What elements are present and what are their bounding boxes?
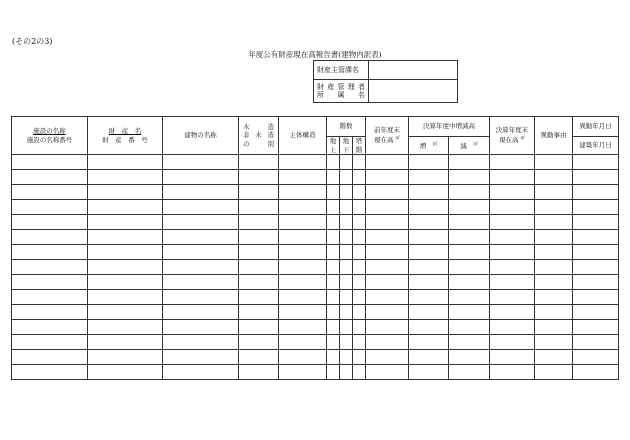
unit-m2: ㎡ — [473, 141, 478, 147]
table-row — [12, 155, 619, 170]
col-facility — [12, 117, 88, 155]
table-cell[interactable] — [535, 335, 573, 350]
table-row — [12, 335, 619, 350]
table-cell[interactable] — [366, 200, 409, 215]
table-cell[interactable] — [12, 335, 88, 350]
table-cell[interactable] — [573, 335, 619, 350]
manager-label-line1: 財産管理者 — [317, 82, 365, 91]
table-cell[interactable] — [340, 230, 353, 245]
table-cell[interactable] — [163, 305, 239, 320]
table-cell[interactable] — [353, 260, 366, 275]
table-cell[interactable] — [353, 350, 366, 365]
table-cell[interactable] — [535, 290, 573, 305]
table-cell[interactable] — [88, 185, 163, 200]
col-wood-type — [239, 117, 279, 155]
table-cell[interactable] — [327, 275, 340, 290]
table-cell[interactable] — [353, 290, 366, 305]
table-cell[interactable] — [327, 290, 340, 305]
col-facility-name: 施設の名称 — [33, 127, 66, 135]
table-cell[interactable] — [279, 305, 327, 320]
table-cell[interactable] — [573, 320, 619, 335]
table-cell[interactable] — [490, 215, 535, 230]
table-cell[interactable] — [239, 200, 279, 215]
table-cell[interactable] — [12, 305, 88, 320]
table-cell[interactable] — [573, 170, 619, 185]
table-cell[interactable] — [409, 200, 449, 215]
table-cell[interactable] — [279, 275, 327, 290]
col-property — [88, 117, 163, 155]
table-cell[interactable] — [366, 185, 409, 200]
table-cell[interactable] — [353, 275, 366, 290]
table-cell[interactable] — [88, 320, 163, 335]
table-cell[interactable] — [449, 260, 490, 275]
table-cell[interactable] — [88, 305, 163, 320]
table-cell[interactable] — [409, 305, 449, 320]
table-cell[interactable] — [12, 365, 88, 380]
table-cell[interactable] — [353, 335, 366, 350]
table-cell[interactable] — [88, 335, 163, 350]
table-cell[interactable] — [535, 260, 573, 275]
table-cell[interactable] — [340, 170, 353, 185]
table-cell[interactable] — [163, 350, 239, 365]
col-decrease: 減 ㎡ — [449, 137, 490, 155]
table-cell[interactable] — [88, 260, 163, 275]
col-move-date: 異動年月日 — [573, 117, 619, 137]
table-cell[interactable] — [163, 215, 239, 230]
unit-m2: ㎡ — [395, 135, 401, 141]
table-cell[interactable] — [163, 200, 239, 215]
table-cell[interactable] — [573, 305, 619, 320]
table-cell[interactable] — [353, 170, 366, 185]
table-cell[interactable] — [340, 275, 353, 290]
table-cell[interactable] — [573, 200, 619, 215]
table-cell[interactable] — [409, 290, 449, 305]
table-cell[interactable] — [535, 230, 573, 245]
table-cell[interactable] — [163, 155, 239, 170]
table-cell[interactable] — [573, 350, 619, 365]
table-cell[interactable] — [409, 215, 449, 230]
table-cell[interactable] — [449, 365, 490, 380]
table-cell[interactable] — [449, 230, 490, 245]
table-row — [12, 200, 619, 215]
table-cell[interactable] — [12, 275, 88, 290]
table-cell[interactable] — [12, 245, 88, 260]
table-cell[interactable] — [366, 230, 409, 245]
table-cell[interactable] — [490, 275, 535, 290]
table-cell[interactable] — [88, 245, 163, 260]
table-cell[interactable] — [409, 245, 449, 260]
col-build-date: 建築年月日 — [573, 137, 619, 155]
table-row — [12, 305, 619, 320]
col-building-name: 建物の名称 — [163, 117, 239, 155]
table-cell[interactable] — [327, 215, 340, 230]
table-cell[interactable] — [535, 185, 573, 200]
table-cell[interactable] — [88, 275, 163, 290]
table-cell[interactable] — [12, 350, 88, 365]
table-cell[interactable] — [12, 290, 88, 305]
table-cell[interactable] — [366, 335, 409, 350]
table-cell[interactable] — [490, 200, 535, 215]
table-cell[interactable] — [163, 275, 239, 290]
table-row — [12, 275, 619, 290]
col-change: 決算年度中増減高 — [409, 117, 490, 137]
table-cell[interactable] — [239, 320, 279, 335]
col-prev-line2: 現在高 ㎡ — [373, 135, 401, 145]
table-cell[interactable] — [449, 305, 490, 320]
table-cell[interactable] — [163, 335, 239, 350]
table-cell[interactable] — [409, 170, 449, 185]
table-cell[interactable] — [327, 245, 340, 260]
table-row — [12, 230, 619, 245]
table-cell[interactable] — [449, 275, 490, 290]
table-cell[interactable] — [279, 290, 327, 305]
table-cell[interactable] — [340, 365, 353, 380]
table-row — [12, 290, 619, 305]
table-cell[interactable] — [366, 245, 409, 260]
table-cell[interactable] — [535, 215, 573, 230]
table-cell[interactable] — [490, 230, 535, 245]
table-cell[interactable] — [279, 185, 327, 200]
report-title: 年度公有財産現在高報告書(建物内訳表) — [248, 50, 382, 59]
table-cell[interactable] — [327, 185, 340, 200]
table-cell[interactable] — [340, 305, 353, 320]
table-cell[interactable] — [239, 290, 279, 305]
table-cell[interactable] — [279, 320, 327, 335]
table-cell[interactable] — [279, 245, 327, 260]
table-cell[interactable] — [239, 335, 279, 350]
table-cell[interactable] — [449, 215, 490, 230]
table-cell[interactable] — [490, 260, 535, 275]
department-info-box — [313, 60, 458, 103]
table-cell[interactable] — [163, 185, 239, 200]
col-fy-end-line2: 現在高 ㎡ — [498, 135, 526, 145]
table-cell[interactable] — [409, 365, 449, 380]
table-cell[interactable] — [340, 260, 353, 275]
table-cell[interactable] — [327, 260, 340, 275]
table-cell[interactable] — [490, 290, 535, 305]
col-floors-below: 地 下 — [340, 137, 353, 155]
table-cell[interactable] — [409, 350, 449, 365]
table-cell[interactable] — [490, 185, 535, 200]
table-cell[interactable] — [535, 275, 573, 290]
table-row — [12, 215, 619, 230]
table-cell[interactable] — [327, 305, 340, 320]
table-cell[interactable] — [279, 260, 327, 275]
table-cell[interactable] — [353, 320, 366, 335]
table-cell[interactable] — [327, 155, 340, 170]
table-cell[interactable] — [279, 215, 327, 230]
col-fy-end-line1: 決算年度末 — [495, 126, 529, 135]
col-property-name: 財 産 名 — [108, 127, 142, 135]
table-cell[interactable] — [409, 155, 449, 170]
col-floors-above: 地 上 — [327, 137, 340, 155]
table-cell[interactable] — [163, 230, 239, 245]
table-cell[interactable] — [327, 335, 340, 350]
col-prev-year — [366, 117, 409, 155]
table-cell[interactable] — [12, 200, 88, 215]
table-row — [12, 245, 619, 260]
table-cell[interactable] — [239, 365, 279, 380]
table-cell[interactable] — [239, 230, 279, 245]
table-cell[interactable] — [239, 350, 279, 365]
table-cell[interactable] — [327, 365, 340, 380]
table-cell[interactable] — [409, 320, 449, 335]
table-cell[interactable] — [88, 230, 163, 245]
col-wood-line3: の 別 — [243, 139, 274, 148]
table-cell[interactable] — [239, 245, 279, 260]
table-cell[interactable] — [163, 260, 239, 275]
table-cell[interactable] — [449, 320, 490, 335]
table-cell[interactable] — [366, 320, 409, 335]
col-fy-end — [490, 117, 535, 155]
table-cell[interactable] — [490, 350, 535, 365]
table-cell[interactable] — [409, 185, 449, 200]
table-cell[interactable] — [163, 290, 239, 305]
table-cell[interactable] — [340, 200, 353, 215]
table-cell[interactable] — [88, 215, 163, 230]
table-cell[interactable] — [163, 320, 239, 335]
table-cell[interactable] — [535, 155, 573, 170]
table-cell[interactable] — [279, 155, 327, 170]
table-cell[interactable] — [449, 245, 490, 260]
manager-label-line2: 所 属 名 — [317, 91, 365, 99]
table-cell[interactable] — [535, 305, 573, 320]
table-cell[interactable] — [449, 350, 490, 365]
table-cell[interactable] — [353, 185, 366, 200]
table-cell[interactable] — [366, 260, 409, 275]
table-cell[interactable] — [490, 155, 535, 170]
table-cell[interactable] — [340, 215, 353, 230]
table-cell[interactable] — [327, 230, 340, 245]
table-cell[interactable] — [88, 170, 163, 185]
table-cell[interactable] — [573, 185, 619, 200]
table-cell[interactable] — [279, 335, 327, 350]
table-cell[interactable] — [366, 155, 409, 170]
table-cell[interactable] — [490, 245, 535, 260]
table-cell[interactable] — [353, 245, 366, 260]
col-main-structure: 主体構造 — [279, 117, 327, 155]
unit-m2: ㎡ — [520, 135, 526, 141]
table-header — [12, 117, 619, 155]
table-cell[interactable] — [279, 230, 327, 245]
table-cell[interactable] — [327, 350, 340, 365]
table-cell[interactable] — [366, 365, 409, 380]
table-cell[interactable] — [239, 170, 279, 185]
table-cell[interactable] — [366, 350, 409, 365]
table-row — [12, 260, 619, 275]
table-cell[interactable] — [163, 365, 239, 380]
table-cell[interactable] — [239, 305, 279, 320]
table-cell[interactable] — [340, 335, 353, 350]
table-body — [12, 155, 619, 380]
table-cell[interactable] — [366, 305, 409, 320]
table-cell[interactable] — [239, 215, 279, 230]
building-table — [11, 116, 619, 380]
table-row — [12, 320, 619, 335]
table-cell[interactable] — [12, 230, 88, 245]
table-cell[interactable] — [573, 275, 619, 290]
table-cell[interactable] — [239, 260, 279, 275]
department-field[interactable] — [369, 61, 458, 80]
col-floors: 階数 — [327, 117, 366, 137]
table-cell[interactable] — [449, 335, 490, 350]
table-cell[interactable] — [366, 290, 409, 305]
table-cell[interactable] — [535, 350, 573, 365]
table-cell[interactable] — [88, 155, 163, 170]
table-cell[interactable] — [12, 320, 88, 335]
col-increase: 増 ㎡ — [409, 137, 449, 155]
table-cell[interactable] — [409, 275, 449, 290]
table-cell[interactable] — [279, 365, 327, 380]
table-cell[interactable] — [239, 275, 279, 290]
table-cell[interactable] — [573, 155, 619, 170]
table-cell[interactable] — [163, 245, 239, 260]
table-cell[interactable] — [353, 215, 366, 230]
table-cell[interactable] — [409, 230, 449, 245]
table-cell[interactable] — [327, 200, 340, 215]
table-cell[interactable] — [353, 365, 366, 380]
table-cell[interactable] — [490, 170, 535, 185]
table-cell[interactable] — [353, 155, 366, 170]
table-cell[interactable] — [409, 260, 449, 275]
manager-field[interactable] — [369, 80, 458, 103]
table-cell[interactable] — [535, 245, 573, 260]
table-cell[interactable] — [573, 215, 619, 230]
table-cell[interactable] — [88, 365, 163, 380]
table-cell[interactable] — [366, 275, 409, 290]
table-cell[interactable] — [409, 335, 449, 350]
table-cell[interactable] — [490, 320, 535, 335]
table-cell[interactable] — [535, 365, 573, 380]
table-cell[interactable] — [340, 155, 353, 170]
table-cell[interactable] — [366, 170, 409, 185]
table-cell[interactable] — [88, 200, 163, 215]
table-cell[interactable] — [449, 155, 490, 170]
col-facility-code: 施設の名称番号 — [26, 135, 73, 144]
table-cell[interactable] — [449, 185, 490, 200]
col-property-number: 財 産 番 号 — [102, 135, 148, 144]
table-cell[interactable] — [340, 185, 353, 200]
col-wood-line1: 木 造 — [243, 122, 274, 131]
table-cell[interactable] — [490, 365, 535, 380]
table-cell[interactable] — [340, 350, 353, 365]
table-cell[interactable] — [12, 155, 88, 170]
table-cell[interactable] — [490, 335, 535, 350]
department-label: 財産主管課名 — [314, 61, 369, 80]
table-cell[interactable] — [366, 215, 409, 230]
table-cell[interactable] — [12, 185, 88, 200]
table-cell[interactable] — [88, 290, 163, 305]
table-row — [12, 350, 619, 365]
table-cell[interactable] — [340, 245, 353, 260]
table-cell[interactable] — [353, 200, 366, 215]
table-cell[interactable] — [535, 170, 573, 185]
table-cell[interactable] — [353, 230, 366, 245]
table-cell[interactable] — [327, 320, 340, 335]
table-cell[interactable] — [279, 350, 327, 365]
table-cell[interactable] — [573, 230, 619, 245]
manager-label — [314, 80, 369, 103]
col-wood-line2: 非 木 造 — [243, 131, 274, 140]
table-cell[interactable] — [573, 365, 619, 380]
table-cell[interactable] — [239, 155, 279, 170]
table-cell[interactable] — [279, 200, 327, 215]
table-cell[interactable] — [279, 170, 327, 185]
table-cell[interactable] — [340, 320, 353, 335]
table-cell[interactable] — [573, 245, 619, 260]
table-row — [12, 185, 619, 200]
col-prev-line1: 前年度末 — [374, 126, 400, 135]
table-cell[interactable] — [327, 170, 340, 185]
table-cell[interactable] — [353, 305, 366, 320]
form-sheet-number: (その2の3) — [12, 37, 53, 46]
table-cell[interactable] — [490, 305, 535, 320]
table-cell[interactable] — [449, 170, 490, 185]
table-cell[interactable] — [12, 260, 88, 275]
table-cell[interactable] — [535, 200, 573, 215]
table-row — [12, 170, 619, 185]
table-cell[interactable] — [340, 290, 353, 305]
table-cell[interactable] — [535, 320, 573, 335]
unit-m2: ㎡ — [432, 141, 438, 147]
table-cell[interactable] — [12, 215, 88, 230]
table-cell[interactable] — [573, 290, 619, 305]
table-cell[interactable] — [88, 350, 163, 365]
table-cell[interactable] — [573, 260, 619, 275]
col-floors-tower: 塔 階 — [353, 137, 366, 155]
table-row — [12, 365, 619, 380]
table-cell[interactable] — [12, 170, 88, 185]
col-reason: 異動事由 — [535, 117, 573, 155]
table-cell[interactable] — [239, 185, 279, 200]
table-cell[interactable] — [449, 290, 490, 305]
table-cell[interactable] — [163, 170, 239, 185]
table-cell[interactable] — [449, 200, 490, 215]
